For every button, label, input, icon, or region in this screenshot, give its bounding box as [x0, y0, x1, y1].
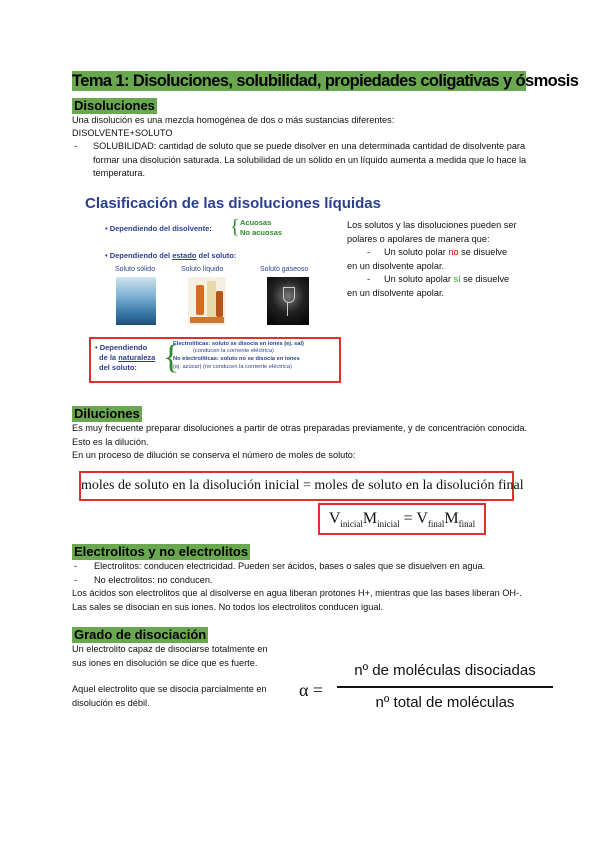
b1-no: no [448, 247, 459, 257]
clasificacion-figure [80, 190, 381, 384]
v2: V [416, 510, 428, 527]
no-acuosas: No acuosas [240, 228, 283, 237]
dep-estado-post: del soluto: [196, 251, 237, 260]
formula-moles: moles de soluto en la disolución inicial = moles de soluto en la disolución final [79, 471, 514, 501]
b2-pre: Un soluto apolar [384, 274, 454, 284]
diluciones-p2: En un proceso de dilución se conserva el número de moles de soluto: [72, 450, 356, 460]
b1-pre: Un soluto polar [384, 247, 449, 257]
formula-dilucion [318, 503, 486, 535]
polar-bullets [347, 246, 537, 300]
no-electroliticas-sub: (ej. azúcar) (no conducen la corriente eléctrica) [173, 364, 292, 370]
polar-bullet-1: - Un soluto polar no se disuelve [367, 247, 508, 257]
dep-estado-pre: • Dependiendo del [105, 251, 173, 260]
electroliticas-sub: (conducen la corriente eléctrica) [193, 348, 274, 354]
dep-nat-2-word: naturaleza [118, 353, 156, 362]
electrolitos-bullet-2: - No electrolitos: no conducen. [74, 574, 213, 585]
fraction-bar [337, 686, 553, 688]
b-no-electrolitos: No electrolitos: no conducen. [94, 574, 213, 585]
acuosas: Acuosas [240, 218, 272, 227]
solubilidad-text: SOLUBILIDAD: cantidad de soluto que se puede disolver en una determinada cantidad de disolvente para formar una disolución saturada. La solubilidad de un sólido en un líquido aumenta a medida que lo hace la temperatura. [93, 141, 527, 178]
heading-disoluciones: Disoluciones [74, 98, 155, 113]
b2-post: se disuelve [460, 274, 510, 284]
sub-final-2: final [458, 519, 476, 530]
sub-inicial-2: inicial [377, 519, 400, 530]
polar-bullet-2: - Un soluto apolar sí se disuelve [367, 274, 510, 284]
fraction-denominator: nº total de moléculas [375, 694, 515, 711]
electrolitos-p: Los ácidos son electrolitos que al disolverse en agua liberan protones H+, mientras que las bases liberan OH-. Las sales se disocian en sus iones. No todos los electrolitos conducen igual. [72, 588, 522, 612]
heading-electrolitos: Electrolitos y no electrolitos [74, 544, 249, 559]
dep-nat-2 [99, 353, 155, 362]
dep-estado [105, 251, 236, 260]
b1-post: se disuelve [458, 247, 508, 257]
page-title: Tema 1: Disoluciones, solubilidad, propiedades coligativas y ósmosis [72, 72, 579, 90]
electrolitos-bullet-1: - Electrolitos: conducen electricidad. Pueden ser ácidos, bases o sales que se disuelven en agua. [74, 561, 486, 571]
liquid-solute-image [188, 277, 226, 325]
dep-nat-3: del soluto: [99, 363, 137, 372]
brace-icon: { [163, 339, 180, 376]
solid-solute-image [116, 277, 156, 325]
dep-nat-2-pre: de la [99, 353, 119, 362]
equals: = [399, 510, 417, 527]
m2: M [444, 510, 459, 527]
fraction-numerator: nº de moléculas disociadas [354, 662, 536, 679]
gas-solute-image [267, 277, 309, 325]
diluciones-p1: Es muy frecuente preparar disoluciones a partir de otras preparadas previamente, y de concentración conocida. Esto es la dilución. [72, 423, 528, 447]
disolvente-soluto: DISOLVENTE+SOLUTO [72, 128, 173, 138]
polar-bullet-1-cont: en un disolvente apolar. [347, 260, 445, 271]
grado-p2: Aquel electrolito que se disocia parcialmente en disolución es débil. [72, 684, 267, 708]
heading-grado: Grado de disociación [74, 627, 207, 642]
dep-estado-word: estado [172, 251, 197, 260]
polar-intro: Los solutos y las disoluciones pueden ser polares o apolares de manera que: [347, 220, 517, 244]
figure-title: Clasificación de las disoluciones líquidas [85, 195, 381, 212]
sub-inicial-1: inicial [340, 519, 363, 530]
brace-icon: { [230, 216, 240, 238]
disolucion-definition: Una disolución es una mezcla homogénea de dos o más sustancias diferentes: [72, 115, 395, 125]
m1: M [362, 510, 378, 527]
heading-diluciones: Diluciones [74, 406, 140, 421]
sub-final-1: final [427, 519, 445, 530]
electroliticas: Electrolíticas: soluto se disocia en iones (ej. sal) [173, 341, 304, 347]
v1: V [328, 510, 341, 527]
alpha-symbol: α = [299, 680, 324, 700]
soluto-solido-label: Soluto sólido [115, 266, 156, 273]
dep-nat-1: • Dependiendo [95, 343, 148, 352]
dep-disolvente: • Dependiendo del disolvente: [105, 224, 212, 233]
b2-si: sí [453, 274, 461, 284]
soluto-gaseoso-label: Soluto gaseoso [260, 266, 309, 273]
polar-bullet-2-cont: en un disolvente apolar. [347, 287, 445, 298]
no-electroliticas: No electrolíticas: soluto no se disocia en iones [173, 356, 300, 362]
naturaleza-box [89, 337, 341, 383]
b-electrolitos: Electrolitos: conducen electricidad. Pueden ser ácidos, bases o sales que se disuelven en agua. [94, 561, 486, 571]
bullet-dash: - [74, 141, 78, 151]
soluto-liquido-label: Soluto líquido [181, 266, 224, 273]
grado-p1: Un electrolito capaz de disociarse totalmente en sus iones en disolución se dice que es fuerte. [72, 644, 268, 668]
electrolitos-bullets [74, 560, 534, 587]
